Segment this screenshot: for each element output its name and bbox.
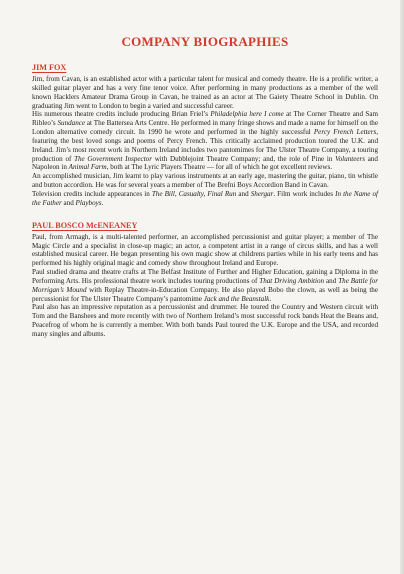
section-heading-jim-fox: JIM FOX	[32, 63, 67, 72]
bio-paragraph	[32, 190, 378, 208]
bio-text: Paul studied drama and theatre crafts at The Belfast Institute of Further and Higher Education, gaining a Diploma in the Performing Arts. His professional theatre work includes touring productions of	[32, 268, 378, 285]
bio-text: .	[101, 198, 104, 207]
title-italic: The Battle for Morrigan’s Mound	[32, 276, 378, 294]
biography-paul-bosco-mceneaney	[32, 215, 378, 339]
title-italic: Volunteers	[335, 154, 366, 163]
title-italic: Playboys	[75, 198, 102, 207]
title-italic: That Driving Ambition	[259, 276, 325, 285]
bio-text: at The Battersea Arts Centre. He performed in many fringe shows and made a name for himself on the London alternative comedy circuit. In 1990 he wrote and performed in the highly successful	[32, 119, 378, 137]
bio-text: and Napoleon in	[32, 154, 378, 172]
bio-text: , both at The Lyric Players Theatre — for all of which he got excellent reviews.	[106, 163, 332, 172]
bio-text: Paul also has an impressive reputation as a percussionist and drummer. He toured the Country and Western circuit with Tom and the Banshees and more recently with two of Northern Ireland’s most successful rock bands Heat the Beans and, Peacefrog of whom he is currently a member. With both bands Paul toured the U.K. Europe and the USA, and recorded many singles and albums.	[32, 303, 378, 338]
title-italic: The Government Inspector	[74, 154, 152, 163]
section-heading-paul-bosco-mceneaney: PAUL BOSCO McENEANEY	[32, 220, 138, 230]
bio-text: Jim, from Cavan, is an established actor with a particular talent for musical and comedy theatre. He is a prolific writer, a skilled guitar player and has a very fine tenor voice. After performing in many productions as a member of the well known Hacklers Amateur Drama Group in Cavan, he trained as an actor at The Gaiety Theatre School in Dublin. On graduating Jim went to London to begin a varied and successful career.	[32, 75, 378, 110]
bio-text: , featuring the best loved songs and poems of Percy French. This critically acclaimed production toured the U.K. and Ireland. Jim’s most recent work in Northern Ireland includes two pantomimes for The Ulster Theatre Company, a touring production of	[32, 128, 379, 163]
title-italic: The Bill, Casualty, Final Run	[151, 189, 237, 198]
title-italic: In the Name of the Father	[32, 189, 378, 207]
bio-text: .	[269, 294, 272, 303]
title-italic: Percy French Letters	[313, 128, 377, 137]
bio-paragraph	[32, 268, 378, 303]
bio-text: Paul, from Armagh, is a multi-talented performer, an accomplished percussionist and guitar player; a member of The Magic Circle and a specialist in close-up magic; an actor, a competent artist in a range of circus skills, and has a well established musical career. He began presenting his own magic show at childrens parties while in his early teens and has performed his highly original magic and comedy show throughout Ireland and Europe.	[32, 232, 378, 268]
title-italic: Shergar	[250, 189, 274, 198]
bio-paragraph	[32, 303, 378, 338]
bio-paragraph	[32, 75, 378, 110]
bio-text: Television credits include appearances in	[32, 189, 152, 198]
bio-text: with Replay Theatre-in-Education Company. He also played Bobo the clown, as well as being the percussionist for The Ulster Theatre Company’s pantomime	[32, 285, 379, 303]
bio-text: . Film work includes	[273, 189, 336, 198]
page-title: COMPANY BIOGRAPHIES	[121, 34, 289, 49]
biography-jim-fox	[32, 57, 378, 208]
bio-text: and	[61, 198, 76, 207]
bio-text: at The Corner Theatre and Sam Ribleo’s	[32, 110, 378, 128]
bio-text: and	[324, 276, 339, 285]
bio-text: with Dubblejoint Theatre Company; and, the role of Pine in	[151, 154, 336, 163]
bio-paragraph	[32, 233, 378, 268]
title-italic: Philadelphia here I come	[210, 110, 284, 119]
title-italic: Sundance	[57, 119, 86, 128]
bio-text: An accomplished musician, Jim learnt to play various instruments at an early age, mastering the guitar, piano, tin whistle and button accordion. He was for several years a member of The Brefni Boys Accordion Band in Cavan.	[32, 172, 378, 190]
bio-text: and	[236, 189, 251, 198]
title-italic: Animal Farm	[68, 163, 107, 172]
title-italic: Jack and the Beanstalk	[203, 294, 270, 303]
bio-paragraph	[32, 172, 378, 190]
page-edge	[400, 0, 404, 574]
bio-paragraph	[32, 110, 378, 172]
bio-text: His numerous theatre credits include producing Brian Friel’s	[32, 110, 211, 119]
